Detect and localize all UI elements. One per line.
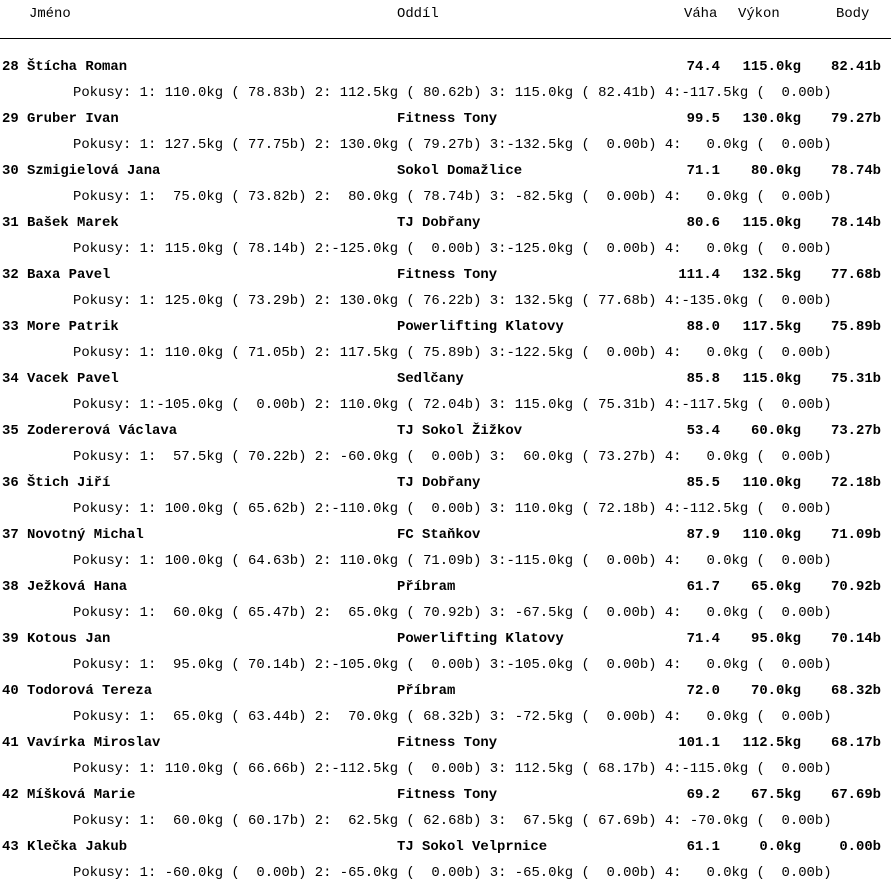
athlete-club: Fitness Tony [397, 787, 498, 803]
athlete-lift: 117.5kg [742, 319, 801, 335]
athlete-row [0, 369, 891, 421]
athlete-name: 41 Vavírka Miroslav [2, 735, 161, 751]
athlete-row [0, 837, 891, 889]
attempts-text: Pokusy: 1: 100.0kg ( 64.63b) 2: 110.0kg ( 71.09b) 3:-115.0kg ( 0.00b) 4: 0.0kg ( 0.00b) [73, 553, 832, 569]
athlete-points: 77.68b [830, 267, 881, 283]
header-club: Oddíl [397, 6, 439, 22]
athlete-name: 31 Bašek Marek [2, 215, 119, 231]
athlete-lift: 67.5kg [750, 787, 801, 803]
athlete-lift: 115.0kg [742, 371, 801, 387]
athlete-attempts [0, 83, 891, 103]
athlete-points: 79.27b [830, 111, 881, 127]
athlete-main-line [0, 837, 891, 857]
athlete-name: 32 Baxa Pavel [2, 267, 111, 283]
athlete-name: 33 More Patrik [2, 319, 119, 335]
athlete-row [0, 681, 891, 733]
athlete-weight: 101.1 [678, 735, 720, 751]
athlete-main-line [0, 369, 891, 389]
athlete-weight: 85.5 [686, 475, 720, 491]
results-list [0, 57, 891, 889]
athlete-row [0, 161, 891, 213]
attempts-text: Pokusy: 1: 57.5kg ( 70.22b) 2: -60.0kg ( 0.00b) 3: 60.0kg ( 73.27b) 4: 0.0kg ( 0.00b) [73, 449, 832, 465]
athlete-name: 28 Štícha Roman [2, 59, 128, 75]
athlete-main-line [0, 161, 891, 181]
athlete-attempts [0, 603, 891, 623]
athlete-name: 30 Szmigielová Jana [2, 163, 161, 179]
athlete-main-line [0, 785, 891, 805]
athlete-row [0, 577, 891, 629]
athlete-main-line [0, 109, 891, 129]
athlete-club: Příbram [397, 683, 456, 699]
athlete-attempts [0, 759, 891, 779]
athlete-weight: 80.6 [686, 215, 720, 231]
athlete-club: Sokol Domažlice [397, 163, 523, 179]
athlete-name: 39 Kotous Jan [2, 631, 111, 647]
athlete-attempts [0, 447, 891, 467]
attempts-text: Pokusy: 1: 110.0kg ( 71.05b) 2: 117.5kg ( 75.89b) 3:-122.5kg ( 0.00b) 4: 0.0kg ( 0.00b) [73, 345, 832, 361]
header-divider [0, 38, 891, 39]
athlete-lift: 80.0kg [750, 163, 801, 179]
athlete-lift: 112.5kg [742, 735, 801, 751]
athlete-weight: 111.4 [678, 267, 720, 283]
attempts-text: Pokusy: 1: 125.0kg ( 73.29b) 2: 130.0kg ( 76.22b) 3: 132.5kg ( 77.68b) 4:-135.0kg ( 0.00b) [73, 293, 832, 309]
athlete-name: 36 Štich Jiří [2, 475, 111, 491]
athlete-name: 38 Ježková Hana [2, 579, 128, 595]
athlete-weight: 74.4 [686, 59, 720, 75]
athlete-lift: 115.0kg [742, 59, 801, 75]
header-weight: Váha [684, 6, 718, 22]
athlete-lift: 110.0kg [742, 527, 801, 543]
athlete-row [0, 213, 891, 265]
attempts-text: Pokusy: 1: 100.0kg ( 65.62b) 2:-110.0kg ( 0.00b) 3: 110.0kg ( 72.18b) 4:-112.5kg ( 0.00b) [73, 501, 832, 517]
athlete-row [0, 57, 891, 109]
athlete-club: Sedlčany [397, 371, 464, 387]
athlete-row [0, 629, 891, 681]
athlete-lift: 0.0kg [759, 839, 801, 855]
athlete-weight: 85.8 [686, 371, 720, 387]
athlete-attempts [0, 811, 891, 831]
athlete-points: 67.69b [830, 787, 881, 803]
athlete-main-line [0, 577, 891, 597]
athlete-main-line [0, 421, 891, 441]
attempts-text: Pokusy: 1: 95.0kg ( 70.14b) 2:-105.0kg ( 0.00b) 3:-105.0kg ( 0.00b) 4: 0.0kg ( 0.00b) [73, 657, 832, 673]
athlete-points: 71.09b [830, 527, 881, 543]
athlete-name: 35 Zodererová Václava [2, 423, 178, 439]
athlete-club: Powerlifting Klatovy [397, 319, 564, 335]
athlete-weight: 61.7 [686, 579, 720, 595]
athlete-main-line [0, 213, 891, 233]
athlete-club: FC Staňkov [397, 527, 481, 543]
athlete-weight: 71.1 [686, 163, 720, 179]
athlete-attempts [0, 291, 891, 311]
header-lift: Výkon [738, 6, 780, 22]
athlete-club: TJ Dobřany [397, 215, 481, 231]
athlete-attempts [0, 395, 891, 415]
athlete-weight: 71.4 [686, 631, 720, 647]
athlete-points: 73.27b [830, 423, 881, 439]
athlete-lift: 110.0kg [742, 475, 801, 491]
athlete-weight: 69.2 [686, 787, 720, 803]
attempts-text: Pokusy: 1: -60.0kg ( 0.00b) 2: -65.0kg ( 0.00b) 3: -65.0kg ( 0.00b) 4: 0.0kg ( 0.00b) [73, 865, 832, 881]
athlete-row [0, 785, 891, 837]
athlete-weight: 53.4 [686, 423, 720, 439]
athlete-points: 0.00b [839, 839, 881, 855]
attempts-text: Pokusy: 1: 127.5kg ( 77.75b) 2: 130.0kg ( 79.27b) 3:-132.5kg ( 0.00b) 4: 0.0kg ( 0.00b) [73, 137, 832, 153]
athlete-main-line [0, 57, 891, 77]
athlete-lift: 132.5kg [742, 267, 801, 283]
athlete-name: 42 Míšková Marie [2, 787, 136, 803]
athlete-points: 68.32b [830, 683, 881, 699]
athlete-lift: 60.0kg [750, 423, 801, 439]
athlete-name: 40 Todorová Tereza [2, 683, 153, 699]
athlete-points: 78.14b [830, 215, 881, 231]
athlete-club: TJ Dobřany [397, 475, 481, 491]
athlete-name: 34 Vacek Pavel [2, 371, 119, 387]
athlete-lift: 130.0kg [742, 111, 801, 127]
athlete-club: Příbram [397, 579, 456, 595]
athlete-attempts [0, 655, 891, 675]
athlete-row [0, 317, 891, 369]
attempts-text: Pokusy: 1: 115.0kg ( 78.14b) 2:-125.0kg ( 0.00b) 3:-125.0kg ( 0.00b) 4: 0.0kg ( 0.00b) [73, 241, 832, 257]
athlete-points: 68.17b [830, 735, 881, 751]
athlete-row [0, 525, 891, 577]
athlete-row [0, 473, 891, 525]
athlete-row [0, 733, 891, 785]
athlete-points: 72.18b [830, 475, 881, 491]
athlete-points: 82.41b [830, 59, 881, 75]
athlete-attempts [0, 707, 891, 727]
athlete-main-line [0, 629, 891, 649]
athlete-row [0, 109, 891, 161]
athlete-main-line [0, 525, 891, 545]
athlete-name: 43 Klečka Jakub [2, 839, 128, 855]
athlete-club: Fitness Tony [397, 267, 498, 283]
attempts-text: Pokusy: 1: 65.0kg ( 63.44b) 2: 70.0kg ( 68.32b) 3: -72.5kg ( 0.00b) 4: 0.0kg ( 0.00b) [73, 709, 832, 725]
attempts-text: Pokusy: 1:-105.0kg ( 0.00b) 2: 110.0kg ( 72.04b) 3: 115.0kg ( 75.31b) 4:-117.5kg ( 0.00b) [73, 397, 832, 413]
results-header [0, 0, 891, 40]
athlete-row [0, 421, 891, 473]
athlete-points: 70.14b [830, 631, 881, 647]
athlete-club: TJ Sokol Žižkov [397, 423, 523, 439]
athlete-attempts [0, 135, 891, 155]
attempts-text: Pokusy: 1: 60.0kg ( 65.47b) 2: 65.0kg ( 70.92b) 3: -67.5kg ( 0.00b) 4: 0.0kg ( 0.00b) [73, 605, 832, 621]
header-name: Jméno [29, 6, 71, 22]
athlete-main-line [0, 265, 891, 285]
athlete-club: Fitness Tony [397, 735, 498, 751]
athlete-attempts [0, 239, 891, 259]
attempts-text: Pokusy: 1: 60.0kg ( 60.17b) 2: 62.5kg ( 62.68b) 3: 67.5kg ( 67.69b) 4: -70.0kg ( 0.00b) [73, 813, 832, 829]
athlete-club: Powerlifting Klatovy [397, 631, 564, 647]
athlete-lift: 95.0kg [750, 631, 801, 647]
athlete-weight: 72.0 [686, 683, 720, 699]
athlete-weight: 61.1 [686, 839, 720, 855]
athlete-points: 70.92b [830, 579, 881, 595]
attempts-text: Pokusy: 1: 75.0kg ( 73.82b) 2: 80.0kg ( 78.74b) 3: -82.5kg ( 0.00b) 4: 0.0kg ( 0.00b) [73, 189, 832, 205]
athlete-main-line [0, 317, 891, 337]
athlete-attempts [0, 863, 891, 883]
athlete-club: TJ Sokol Velprnice [397, 839, 548, 855]
athlete-lift: 115.0kg [742, 215, 801, 231]
athlete-weight: 99.5 [686, 111, 720, 127]
athlete-attempts [0, 499, 891, 519]
attempts-text: Pokusy: 1: 110.0kg ( 78.83b) 2: 112.5kg ( 80.62b) 3: 115.0kg ( 82.41b) 4:-117.5kg ( 0.00b) [73, 85, 832, 101]
athlete-main-line [0, 733, 891, 753]
athlete-attempts [0, 551, 891, 571]
athlete-weight: 88.0 [686, 319, 720, 335]
athlete-club: Fitness Tony [397, 111, 498, 127]
athlete-main-line [0, 473, 891, 493]
athlete-lift: 70.0kg [750, 683, 801, 699]
athlete-row [0, 265, 891, 317]
header-points: Body [836, 6, 870, 22]
athlete-name: 37 Novotný Michal [2, 527, 144, 543]
athlete-points: 78.74b [830, 163, 881, 179]
attempts-text: Pokusy: 1: 110.0kg ( 66.66b) 2:-112.5kg ( 0.00b) 3: 112.5kg ( 68.17b) 4:-115.0kg ( 0.00b) [73, 761, 832, 777]
athlete-points: 75.89b [830, 319, 881, 335]
athlete-attempts [0, 343, 891, 363]
athlete-weight: 87.9 [686, 527, 720, 543]
athlete-attempts [0, 187, 891, 207]
athlete-lift: 65.0kg [750, 579, 801, 595]
athlete-main-line [0, 681, 891, 701]
athlete-name: 29 Gruber Ivan [2, 111, 119, 127]
athlete-points: 75.31b [830, 371, 881, 387]
